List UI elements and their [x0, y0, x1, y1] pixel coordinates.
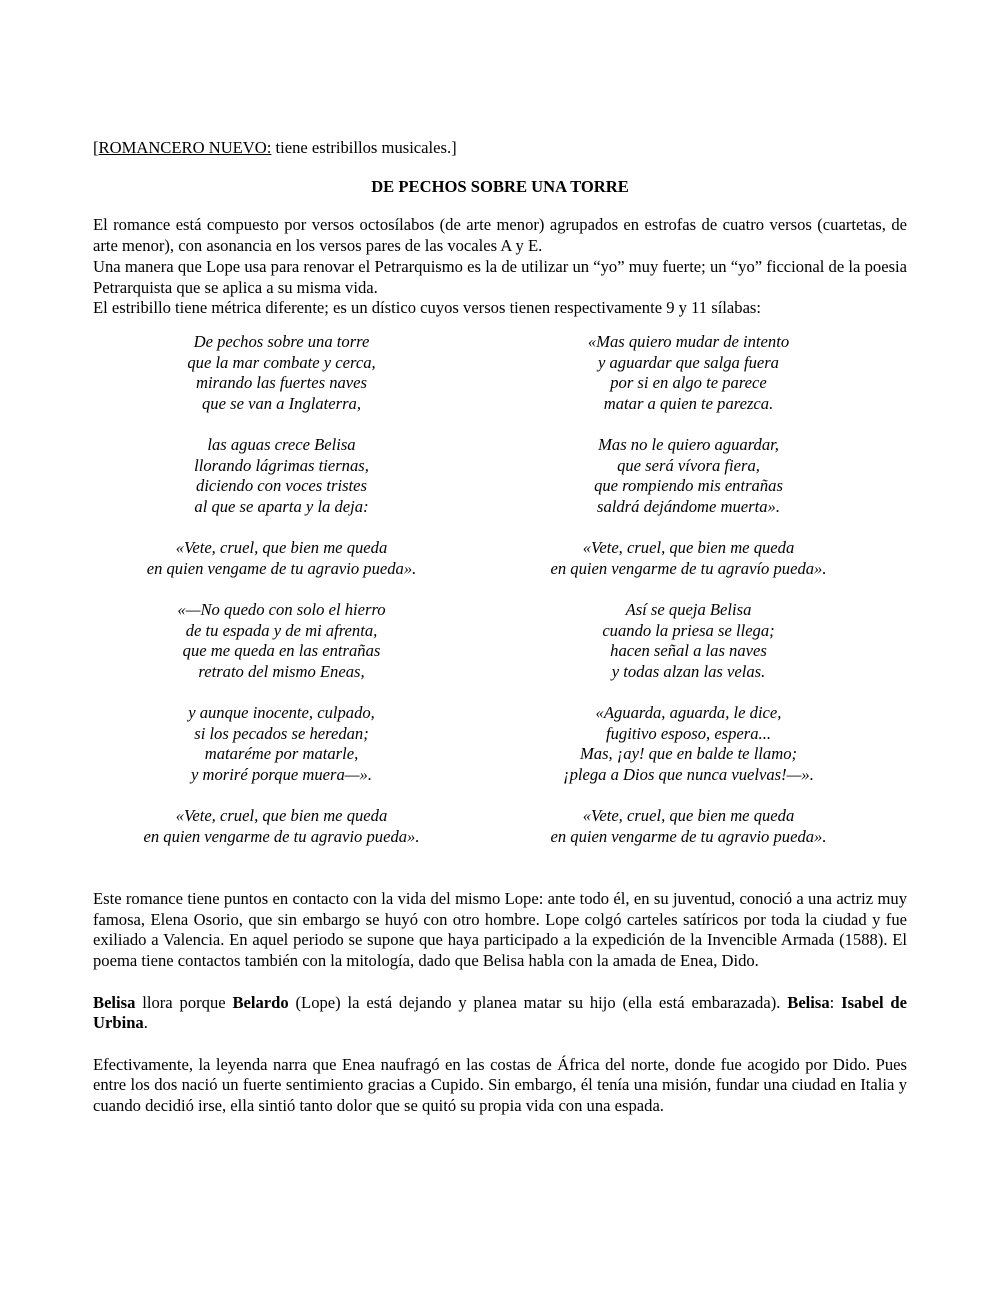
verse-line: y aunque inocente, culpado, — [188, 703, 375, 723]
verse-line: retrato del mismo Eneas, — [198, 662, 365, 682]
verse-line: diciendo con voces tristes — [196, 476, 367, 496]
text-span: . — [143, 1013, 148, 1033]
verse-line: Mas, ¡ay! que en balde te llamo; — [579, 744, 798, 764]
text-span: : — [829, 992, 842, 1012]
stanza — [470, 435, 907, 518]
verse-line: al que se aparta y la deja: — [194, 497, 369, 517]
verse-line: si los pecados se heredan; — [194, 723, 369, 743]
verse-line: en quien vengarme de tu agravio pueda». — [143, 826, 420, 846]
bold-belisa-2: Belisa — [787, 992, 830, 1012]
verse-line: que me queda en las entrañas — [182, 641, 381, 661]
stanza — [93, 332, 470, 415]
commentary-paragraph-2 — [93, 993, 907, 1034]
verse-line: «Aguarda, aguarda, le dice, — [595, 703, 782, 723]
verse-line: «—No quedo con solo el hierro — [177, 599, 386, 619]
stanza — [93, 600, 470, 683]
intro-paragraph-2: Una manera que Lope usa para renovar el Petrarquismo es la de utilizar un “yo” muy fuerte; un “yo” ficcional de la poesia Petrarquista que se aplica a su misma vida. — [93, 256, 907, 297]
verse-line: en quien vengarme de tu agravio pueda». — [550, 826, 827, 846]
verse-line: «Vete, cruel, que bien me queda — [175, 806, 388, 826]
bold-belisa: Belisa — [93, 992, 136, 1012]
verse-line: «Mas quiero mudar de intento — [587, 331, 790, 351]
verse-line: fugitivo esposo, espera... — [606, 723, 771, 743]
stanza — [470, 703, 907, 786]
text-span: llora porque — [135, 992, 233, 1012]
stanza — [470, 600, 907, 683]
verse-line: en quien vengame de tu agravio pueda». — [146, 558, 417, 578]
verse-line: ¡plega a Dios que nunca vuelvas!—». — [563, 765, 814, 785]
verse-line: «Vete, cruel, que bien me queda — [582, 538, 795, 558]
verse-line: y todas alzan las velas. — [611, 662, 766, 682]
stanza — [470, 332, 907, 415]
verse-line: Así se queja Belisa — [625, 599, 752, 619]
stanza — [470, 538, 907, 579]
verse-line: mirando las fuertes naves — [196, 373, 367, 393]
verse-line: y aguardar que salga fuera — [598, 352, 779, 372]
poem-column-left — [93, 332, 470, 868]
verse-line: que se van a Inglaterra, — [202, 393, 361, 413]
stanza — [470, 806, 907, 847]
bold-belardo: Belardo — [232, 992, 289, 1012]
stanza — [93, 538, 470, 579]
intro-paragraph-3: El estribillo tiene métrica diferente; es un dístico cuyos versos tienen respectivamente 9 y 11 sílabas: — [93, 298, 762, 318]
note-open-bracket: [ — [93, 138, 99, 157]
verse-line: llorando lágrimas tiernas, — [194, 455, 369, 475]
verse-line: Mas no le quiero aguardar, — [598, 435, 779, 455]
verse-line: y moriré porque muera—». — [191, 765, 372, 785]
verse-line: «Vete, cruel, que bien me queda — [175, 538, 388, 558]
note-rest: tiene estribillos musicales.] — [271, 138, 457, 157]
verse-line: De pechos sobre una torre — [193, 331, 370, 351]
verse-line: de tu espada y de mi afrenta, — [185, 620, 378, 640]
verse-line: las aguas crece Belisa — [207, 435, 356, 455]
romancero-note — [93, 138, 907, 159]
verse-line: que la mar combate y cerca, — [187, 352, 376, 372]
intro-section — [93, 215, 907, 319]
poem-column-right — [470, 332, 907, 868]
commentary-section — [93, 889, 907, 1117]
commentary-paragraph-1: Este romance tiene puntos en contacto con la vida del mismo Lope: ante todo él, en su juventud, conoció a una actriz muy famosa, Elena Osorio, que sin embargo se huyó con otro hombre. Lope colgó carteles satíricos por toda la ciudad y fue exiliado a Valencia. En aquel periodo se supone que haya participado a la expedición de la Invencible Armada (1588). El poema tiene contactos también con la mitología, dado que Belisa habla con la amada de Enea, Dido. — [93, 889, 907, 971]
verse-line: hacen señal a las naves — [610, 641, 767, 661]
text-span: (Lope) la está dejando y planea matar su hijo (ella está embarazada). — [288, 992, 788, 1012]
stanza — [93, 435, 470, 518]
verse-line: en quien vengarme de tu agravío pueda». — [550, 558, 827, 578]
commentary-paragraph-3: Efectivamente, la leyenda narra que Enea naufragó en las costas de África del norte, donde fue acogido por Dido. Pues entre los dos nació un fuerte sentimiento gracias a Cupido. Sin embargo, él tenía una misión, fundar una ciudad en Italia y cuando decidió irse, ella sintió tanto dolor que se quitó su propia vida con una espada. — [93, 1054, 907, 1116]
poem-columns — [93, 332, 907, 868]
poem-title: DE PECHOS SOBRE UNA TORRE — [371, 176, 629, 196]
stanza — [93, 703, 470, 786]
verse-line: que rompiendo mis entrañas — [594, 476, 783, 496]
document-page — [93, 138, 907, 1137]
note-label: ROMANCERO NUEVO: — [98, 138, 272, 157]
verse-line: que será vívora fiera, — [617, 455, 760, 475]
verse-line: «Vete, cruel, que bien me queda — [582, 806, 795, 826]
verse-line: matar a quien te parezca. — [603, 393, 774, 413]
intro-paragraph-1: El romance está compuesto por versos octosílabos (de arte menor) agrupados en estrofas de cuatro versos (cuartetas, de arte menor), con asonancia en los versos pares de las vocales A y E. — [93, 215, 907, 256]
verse-line: mataréme por matarle, — [204, 744, 359, 764]
stanza — [93, 806, 470, 847]
verse-line: cuando la priesa se llega; — [602, 620, 775, 640]
bold-isabel-de-urbina: Isabel de Urbina — [93, 992, 907, 1033]
verse-line: saldrá dejándome muerta». — [597, 497, 780, 517]
verse-line: por si en algo te parece — [610, 373, 767, 393]
